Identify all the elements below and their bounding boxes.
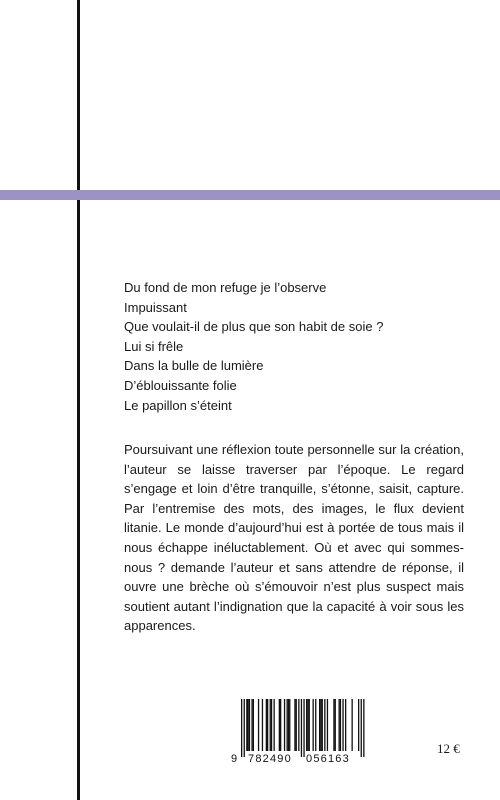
poem-line: Du fond de mon refuge je l’observe: [124, 280, 327, 295]
isbn-first-digit: 9: [231, 753, 239, 765]
poem-line: Impuissant: [124, 299, 187, 315]
horizontal-color-band: [0, 190, 500, 200]
isbn-left-group: 782490: [248, 753, 292, 765]
poem-excerpt: [124, 278, 383, 415]
isbn-right-group: 056163: [306, 753, 350, 765]
poem-line: D’éblouissante folie: [124, 377, 237, 393]
price-label: 12 €: [437, 741, 460, 756]
poem-line: Le papillon s’éteint: [124, 397, 232, 413]
vertical-rule: [77, 0, 80, 800]
isbn-barcode: [230, 697, 366, 767]
poem-line: Que voulait-il de plus que son habit de soie ?: [124, 319, 384, 335]
poem-line: Dans la bulle de lumière: [124, 358, 264, 374]
isbn-number: [230, 697, 366, 767]
poem-line: Lui si frêle: [124, 338, 184, 354]
back-cover-blurb: Poursuivant une réflexion toute personnelle sur la création, l’auteur se laisse traverser par l’époque. Le regard s’engage et loin d’être tranquille, s’étonne, saisit, capture. Par l’entremise des mots, des images, le flux devient litanie. Le monde d’aujourd’hui est à portée de tous mais il nous échappe inéluctablement. Où et avec qui sommes-nous ? demande l’auteur et sans attendre de réponse, il ouvre une brèche où s’émouvoir n’est plus suspect mais soutient autant l’indignation que la capacité à voir sous les apparences.: [124, 442, 464, 634]
